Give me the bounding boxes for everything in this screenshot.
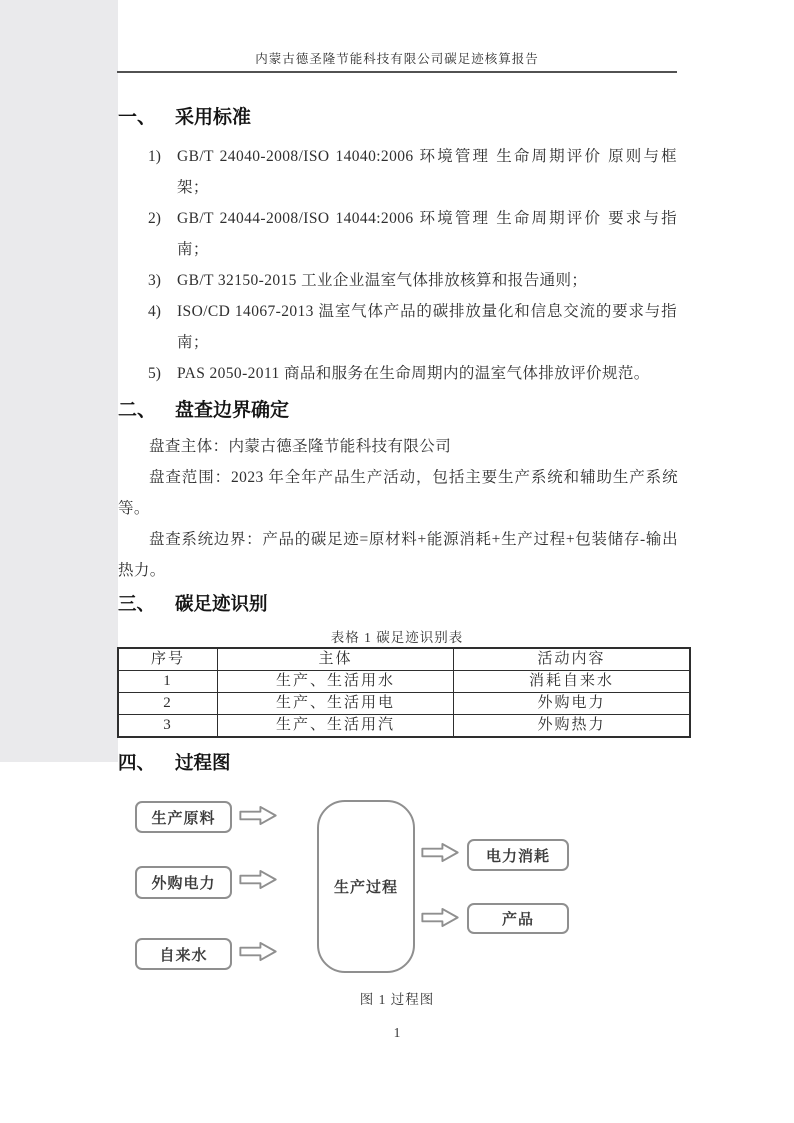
scan-margin-shade bbox=[0, 0, 118, 762]
table-cell: 生产、生活用水 bbox=[218, 671, 454, 693]
table-row bbox=[118, 715, 690, 738]
table-header-cell: 序号 bbox=[118, 648, 218, 671]
section-1-number: 一、 bbox=[118, 107, 157, 128]
table-row bbox=[118, 671, 690, 693]
paragraph: 盘查系统边界：产品的碳足迹=原材料+能源消耗+生产过程+包装储存-输出热力。 bbox=[118, 531, 678, 579]
table-cell: 消耗自来水 bbox=[454, 671, 691, 693]
item-text: GB/T 24044-2008/ISO 14044:2006 环境管理 生命周期评价 要求与指南； bbox=[177, 210, 677, 258]
item-number: 1) bbox=[148, 148, 161, 165]
diagram-input-box: 外购电力 bbox=[135, 866, 232, 899]
right-arrow-icon bbox=[418, 842, 463, 863]
document-header-title: 内蒙古德圣隆节能科技有限公司碳足迹核算报告 bbox=[255, 52, 539, 66]
standards-list bbox=[148, 141, 677, 389]
paragraph: 盘查范围：2023 年全年产品生产活动，包括主要生产系统和辅助生产系统等。 bbox=[118, 469, 678, 517]
item-number: 4) bbox=[148, 303, 161, 320]
list-item bbox=[148, 265, 677, 296]
table-header-cell: 主体 bbox=[218, 648, 454, 671]
item-text: GB/T 32150-2015 工业企业温室气体排放核算和报告通则； bbox=[177, 272, 588, 289]
item-text: ISO/CD 14067-2013 温室气体产品的碳排放量化和信息交流的要求与指南； bbox=[177, 303, 677, 351]
table-cell: 外购热力 bbox=[454, 715, 691, 738]
section-1-title: 采用标准 bbox=[175, 107, 252, 128]
header-divider bbox=[117, 71, 677, 73]
right-arrow-icon bbox=[418, 907, 463, 928]
figure-caption: 图 1 过程图 bbox=[359, 992, 435, 1007]
section-3-title: 碳足迹识别 bbox=[175, 595, 268, 615]
section-2-number: 二、 bbox=[118, 400, 157, 421]
right-arrow-icon bbox=[239, 869, 278, 890]
diagram-input-box: 生产原料 bbox=[135, 801, 232, 833]
table-cell: 外购电力 bbox=[454, 693, 691, 715]
paragraph: 盘查主体：内蒙古德圣隆节能科技有限公司 bbox=[149, 438, 452, 455]
page-number: 1 bbox=[393, 1025, 401, 1040]
diagram-output-box: 产品 bbox=[467, 903, 569, 934]
diagram-process-box: 生产过程 bbox=[317, 800, 415, 973]
table-header-row bbox=[118, 648, 690, 671]
table-cell: 生产、生活用电 bbox=[218, 693, 454, 715]
item-number: 5) bbox=[148, 365, 161, 382]
table-row bbox=[118, 693, 690, 715]
diagram-output-box: 电力消耗 bbox=[467, 839, 569, 871]
table-cell: 生产、生活用汽 bbox=[218, 715, 454, 738]
list-item bbox=[148, 358, 677, 389]
table-cell: 3 bbox=[118, 715, 218, 738]
item-text: PAS 2050-2011 商品和服务在生命周期内的温室气体排放评价规范。 bbox=[177, 365, 650, 382]
section-4-heading bbox=[118, 749, 231, 775]
section-1-heading bbox=[118, 102, 251, 129]
right-arrow-icon bbox=[239, 941, 278, 962]
list-item bbox=[148, 296, 677, 358]
item-number: 3) bbox=[148, 272, 161, 289]
table-cell: 2 bbox=[118, 693, 218, 715]
section-2-title: 盘查边界确定 bbox=[175, 400, 290, 421]
table-caption: 表格 1 碳足迹识别表 bbox=[330, 630, 464, 645]
section-4-title: 过程图 bbox=[175, 754, 231, 774]
list-item bbox=[148, 203, 677, 265]
section-4-number: 四、 bbox=[118, 754, 156, 774]
carbon-footprint-table bbox=[117, 647, 691, 738]
right-arrow-icon bbox=[239, 805, 278, 826]
item-text: GB/T 24040-2008/ISO 14040:2006 环境管理 生命周期评价 原则与框架； bbox=[177, 148, 677, 196]
table-header-cell: 活动内容 bbox=[454, 648, 691, 671]
item-number: 2) bbox=[148, 210, 161, 227]
boundary-paragraphs bbox=[118, 431, 678, 586]
diagram-input-box: 自来水 bbox=[135, 938, 232, 970]
table-cell: 1 bbox=[118, 671, 218, 693]
section-3-heading bbox=[118, 590, 268, 616]
list-item bbox=[148, 141, 677, 203]
section-2-heading bbox=[118, 395, 289, 422]
section-3-number: 三、 bbox=[118, 595, 156, 615]
